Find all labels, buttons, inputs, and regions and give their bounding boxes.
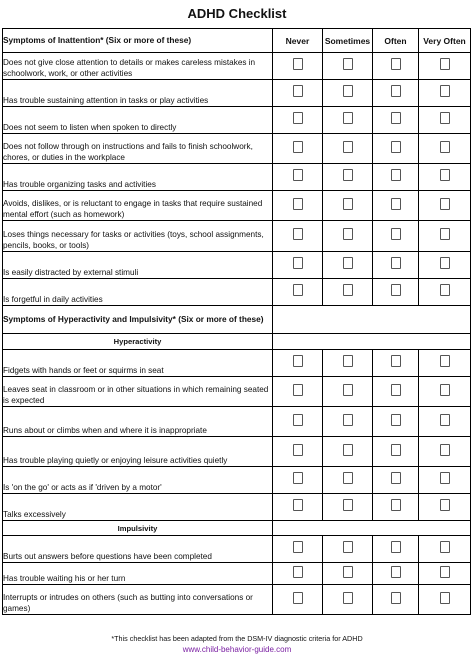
- checkbox-cell: [323, 221, 373, 252]
- table-row: [3, 536, 471, 563]
- checkbox-cell: [419, 494, 471, 521]
- symptom-label: Talks excessively: [3, 494, 273, 521]
- checkbox-cell: [419, 563, 471, 585]
- checkbox-inattention-7-0[interactable]: [293, 257, 303, 269]
- checkbox-impulsivity-0-0[interactable]: [293, 541, 303, 553]
- checkbox-cell: [373, 563, 419, 585]
- checkbox-cell: [273, 134, 323, 164]
- checkbox-cell: [323, 350, 373, 377]
- empty-cell: [273, 334, 471, 350]
- adhd-checklist-table: [2, 28, 471, 615]
- table-row: [3, 53, 471, 80]
- table-row: [3, 350, 471, 377]
- checkbox-hyperactivity-4-1[interactable]: [343, 472, 353, 484]
- checkbox-inattention-0-2[interactable]: [391, 58, 401, 70]
- subheader-row: [3, 334, 471, 350]
- symptom-label: Has trouble organizing tasks and activities: [3, 164, 273, 191]
- checkbox-inattention-8-3[interactable]: [440, 284, 450, 296]
- checkbox-impulsivity-0-3[interactable]: [440, 541, 450, 553]
- checkbox-inattention-5-3[interactable]: [440, 198, 450, 210]
- symptom-label: Does not seem to listen when spoken to directly: [3, 107, 273, 134]
- checkbox-cell: [273, 80, 323, 107]
- checkbox-cell: [273, 563, 323, 585]
- checkbox-inattention-3-1[interactable]: [343, 141, 353, 153]
- checkbox-inattention-1-2[interactable]: [391, 85, 401, 97]
- checkbox-cell: [419, 536, 471, 563]
- checkbox-cell: [373, 536, 419, 563]
- checkbox-hyperactivity-5-2[interactable]: [391, 499, 401, 511]
- checkbox-inattention-7-1[interactable]: [343, 257, 353, 269]
- checkbox-cell: [273, 377, 323, 407]
- checkbox-hyperactivity-4-3[interactable]: [440, 472, 450, 484]
- checkbox-cell: [323, 191, 373, 221]
- checkbox-hyperactivity-3-1[interactable]: [343, 444, 353, 456]
- symptom-label: Loses things necessary for tasks or activities (toys, school assignments, pencils, books, or tools): [3, 221, 273, 252]
- checkbox-impulsivity-2-0[interactable]: [293, 592, 303, 604]
- column-header: Never: [273, 29, 323, 53]
- checkbox-hyperactivity-4-0[interactable]: [293, 472, 303, 484]
- checkbox-hyperactivity-2-0[interactable]: [293, 414, 303, 426]
- checkbox-cell: [323, 563, 373, 585]
- checkbox-hyperactivity-4-2[interactable]: [391, 472, 401, 484]
- checkbox-impulsivity-1-1[interactable]: [343, 566, 353, 578]
- checkbox-cell: [373, 585, 419, 615]
- checkbox-cell: [273, 191, 323, 221]
- checkbox-impulsivity-1-2[interactable]: [391, 566, 401, 578]
- checkbox-cell: [419, 407, 471, 437]
- symptom-label: Does not follow through on instructions and fails to finish schoolwork, chores, or duties in the workplace: [3, 134, 273, 164]
- table-row: [3, 134, 471, 164]
- checkbox-cell: [419, 134, 471, 164]
- checkbox-inattention-4-3[interactable]: [440, 169, 450, 181]
- checkbox-cell: [419, 221, 471, 252]
- column-header: Often: [373, 29, 419, 53]
- table-row: [3, 164, 471, 191]
- symptom-label: Avoids, dislikes, or is reluctant to engage in tasks that require sustained mental effort (such as homework): [3, 191, 273, 221]
- checkbox-cell: [373, 377, 419, 407]
- hyperactivity-impulsivity-header: Symptoms of Hyperactivity and Impulsivity* (Six or more of these): [3, 306, 273, 334]
- table-row: [3, 585, 471, 615]
- checkbox-cell: [323, 407, 373, 437]
- symptom-label: Runs about or climbs when and where it is inappropriate: [3, 407, 273, 437]
- checkbox-cell: [419, 191, 471, 221]
- checkbox-cell: [323, 80, 373, 107]
- checkbox-cell: [419, 467, 471, 494]
- checkbox-cell: [373, 407, 419, 437]
- column-header: Very Often: [419, 29, 471, 53]
- checkbox-hyperactivity-1-3[interactable]: [440, 384, 450, 396]
- checkbox-inattention-2-3[interactable]: [440, 112, 450, 124]
- checkbox-inattention-0-1[interactable]: [343, 58, 353, 70]
- checkbox-cell: [373, 134, 419, 164]
- checkbox-inattention-3-0[interactable]: [293, 141, 303, 153]
- checkbox-impulsivity-1-3[interactable]: [440, 566, 450, 578]
- checkbox-cell: [273, 536, 323, 563]
- symptom-label: Is 'on the go' or acts as if 'driven by a motor': [3, 467, 273, 494]
- checkbox-cell: [323, 164, 373, 191]
- header-row: [3, 29, 471, 53]
- symptom-label: Does not give close attention to details or makes careless mistakes in schoolwork, work, or other activities: [3, 53, 273, 80]
- checkbox-cell: [323, 134, 373, 164]
- checkbox-inattention-5-2[interactable]: [391, 198, 401, 210]
- checkbox-inattention-5-1[interactable]: [343, 198, 353, 210]
- checkbox-cell: [419, 107, 471, 134]
- column-header: Sometimes: [323, 29, 373, 53]
- checkbox-cell: [273, 467, 323, 494]
- checkbox-inattention-4-2[interactable]: [391, 169, 401, 181]
- checkbox-cell: [323, 467, 373, 494]
- checkbox-inattention-1-0[interactable]: [293, 85, 303, 97]
- checkbox-inattention-3-2[interactable]: [391, 141, 401, 153]
- checkbox-cell: [373, 164, 419, 191]
- checkbox-cell: [323, 53, 373, 80]
- checkbox-impulsivity-2-3[interactable]: [440, 592, 450, 604]
- checkbox-hyperactivity-0-0[interactable]: [293, 355, 303, 367]
- checkbox-cell: [323, 437, 373, 467]
- checkbox-cell: [273, 279, 323, 306]
- symptom-label: Burts out answers before questions have been completed: [3, 536, 273, 563]
- checkbox-hyperactivity-5-1[interactable]: [343, 499, 353, 511]
- checkbox-hyperactivity-5-0[interactable]: [293, 499, 303, 511]
- checkbox-cell: [373, 191, 419, 221]
- checkbox-cell: [323, 494, 373, 521]
- table-row: [3, 252, 471, 279]
- checkbox-cell: [373, 494, 419, 521]
- checkbox-hyperactivity-0-1[interactable]: [343, 355, 353, 367]
- checkbox-inattention-8-0[interactable]: [293, 284, 303, 296]
- checkbox-hyperactivity-3-2[interactable]: [391, 444, 401, 456]
- checkbox-hyperactivity-1-2[interactable]: [391, 384, 401, 396]
- checkbox-cell: [419, 164, 471, 191]
- checkbox-cell: [323, 252, 373, 279]
- checkbox-hyperactivity-1-0[interactable]: [293, 384, 303, 396]
- checkbox-cell: [419, 80, 471, 107]
- checkbox-cell: [373, 221, 419, 252]
- checkbox-hyperactivity-3-0[interactable]: [293, 444, 303, 456]
- table-row: [3, 80, 471, 107]
- symptom-label: Is easily distracted by external stimuli: [3, 252, 273, 279]
- checkbox-cell: [419, 377, 471, 407]
- checkbox-inattention-6-3[interactable]: [440, 228, 450, 240]
- impulsivity-label: Impulsivity: [3, 521, 273, 536]
- checkbox-inattention-4-1[interactable]: [343, 169, 353, 181]
- checkbox-impulsivity-2-2[interactable]: [391, 592, 401, 604]
- checkbox-inattention-6-2[interactable]: [391, 228, 401, 240]
- table-row: [3, 221, 471, 252]
- checkbox-inattention-8-2[interactable]: [391, 284, 401, 296]
- symptom-label: Fidgets with hands or feet or squirms in seat: [3, 350, 273, 377]
- checkbox-cell: [373, 437, 419, 467]
- checkbox-cell: [323, 279, 373, 306]
- symptom-label: Has trouble waiting his or her turn: [3, 563, 273, 585]
- subheader-row: [3, 521, 471, 536]
- checkbox-cell: [373, 279, 419, 306]
- footnote: *This checklist has been adapted from the DSM-IV diagnostic criteria for ADHD: [111, 634, 363, 643]
- checkbox-cell: [273, 53, 323, 80]
- checkbox-inattention-6-0[interactable]: [293, 228, 303, 240]
- checkbox-inattention-7-3[interactable]: [440, 257, 450, 269]
- checkbox-cell: [323, 107, 373, 134]
- checkbox-cell: [373, 252, 419, 279]
- checkbox-hyperactivity-0-2[interactable]: [391, 355, 401, 367]
- checkbox-cell: [273, 350, 323, 377]
- checkbox-hyperactivity-2-3[interactable]: [440, 414, 450, 426]
- checkbox-cell: [273, 494, 323, 521]
- checkbox-hyperactivity-3-3[interactable]: [440, 444, 450, 456]
- table-row: [3, 407, 471, 437]
- checkbox-cell: [419, 53, 471, 80]
- checkbox-impulsivity-0-2[interactable]: [391, 541, 401, 553]
- hyper-header-row: [3, 306, 471, 334]
- checkbox-impulsivity-2-1[interactable]: [343, 592, 353, 604]
- checkbox-inattention-6-1[interactable]: [343, 228, 353, 240]
- checkbox-inattention-4-0[interactable]: [293, 169, 303, 181]
- checkbox-inattention-1-1[interactable]: [343, 85, 353, 97]
- checkbox-cell: [373, 350, 419, 377]
- checkbox-cell: [323, 536, 373, 563]
- symptom-label: Interrupts or intrudes on others (such as butting into conversations or games): [3, 585, 273, 615]
- checkbox-inattention-2-2[interactable]: [391, 112, 401, 124]
- checkbox-inattention-5-0[interactable]: [293, 198, 303, 210]
- checkbox-cell: [419, 252, 471, 279]
- checkbox-inattention-1-3[interactable]: [440, 85, 450, 97]
- inattention-header: Symptoms of Inattention* (Six or more of these): [3, 29, 273, 53]
- checkbox-inattention-7-2[interactable]: [391, 257, 401, 269]
- checkbox-hyperactivity-2-1[interactable]: [343, 414, 353, 426]
- table-row: [3, 191, 471, 221]
- checkbox-cell: [419, 279, 471, 306]
- checkbox-cell: [273, 107, 323, 134]
- table-row: [3, 437, 471, 467]
- empty-cell: [273, 306, 471, 334]
- checkbox-cell: [323, 585, 373, 615]
- table-row: [3, 467, 471, 494]
- table-row: [3, 377, 471, 407]
- checkbox-inattention-0-3[interactable]: [440, 58, 450, 70]
- checkbox-inattention-2-1[interactable]: [343, 112, 353, 124]
- checkbox-cell: [419, 585, 471, 615]
- checkbox-cell: [273, 407, 323, 437]
- checkbox-hyperactivity-0-3[interactable]: [440, 355, 450, 367]
- checkbox-cell: [419, 350, 471, 377]
- checkbox-hyperactivity-1-1[interactable]: [343, 384, 353, 396]
- page-title: ADHD Checklist: [187, 6, 287, 21]
- checkbox-cell: [273, 164, 323, 191]
- checkbox-inattention-2-0[interactable]: [293, 112, 303, 124]
- checkbox-cell: [373, 80, 419, 107]
- empty-cell: [273, 521, 471, 536]
- checkbox-cell: [273, 252, 323, 279]
- table-row: [3, 563, 471, 585]
- checkbox-cell: [273, 437, 323, 467]
- checkbox-cell: [323, 377, 373, 407]
- checkbox-cell: [373, 467, 419, 494]
- website-link[interactable]: www.child-behavior-guide.com: [182, 645, 292, 654]
- checkbox-cell: [373, 53, 419, 80]
- checkbox-inattention-3-3[interactable]: [440, 141, 450, 153]
- checkbox-impulsivity-1-0[interactable]: [293, 566, 303, 578]
- symptom-label: Is forgetful in daily activities: [3, 279, 273, 306]
- table-row: [3, 494, 471, 521]
- checkbox-cell: [273, 221, 323, 252]
- checkbox-inattention-8-1[interactable]: [343, 284, 353, 296]
- table-row: [3, 279, 471, 306]
- symptom-label: Has trouble sustaining attention in tasks or play activities: [3, 80, 273, 107]
- symptom-label: Leaves seat in classroom or in other situations in which remaining seated is expected: [3, 377, 273, 407]
- table-row: [3, 107, 471, 134]
- checkbox-inattention-0-0[interactable]: [293, 58, 303, 70]
- checkbox-impulsivity-0-1[interactable]: [343, 541, 353, 553]
- checkbox-hyperactivity-2-2[interactable]: [391, 414, 401, 426]
- checkbox-cell: [373, 107, 419, 134]
- symptom-label: Has trouble playing quietly or enjoying leisure activities quietly: [3, 437, 273, 467]
- checkbox-cell: [273, 585, 323, 615]
- hyperactivity-label: Hyperactivity: [3, 334, 273, 350]
- checkbox-cell: [419, 437, 471, 467]
- checkbox-hyperactivity-5-3[interactable]: [440, 499, 450, 511]
